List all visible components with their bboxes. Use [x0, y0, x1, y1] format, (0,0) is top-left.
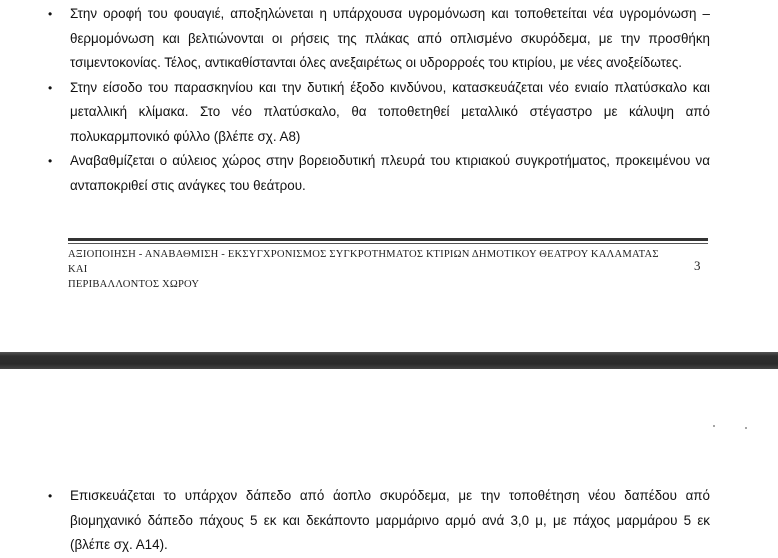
footer-line-1: ΑΞΙΟΠΟΙΗΣΗ - ΑΝΑΒΑΘΜΙΣΗ - ΕΚΣΥΓΧΡΟΝΙΣΜΟΣ ΣΥΓΚΡΟΤΗΜΑΤΟΣ ΚΤΙΡΙΩΝ ΔΗΜΟΤΙΚΟΥ ΘΕΑΤΡΟΥ ΚΑΛΑΜΑΤΑΣ ΚΑΙ [68, 249, 659, 275]
bullet-icon: • [48, 489, 53, 503]
page-number: 3 [694, 258, 701, 273]
document-page-bottom [0, 369, 778, 552]
bullet-icon: • [48, 154, 53, 168]
footer-rule-thin [68, 243, 708, 244]
list-item [48, 484, 710, 558]
list-item [48, 2, 710, 76]
scan-speck [745, 427, 747, 429]
footer-line-2: ΠΕΡΙΒΑΛΛΟΝΤΟΣ ΧΩΡΟΥ [68, 279, 200, 290]
bullet-list-bottom [48, 484, 710, 558]
footer-rule-thick [68, 238, 708, 241]
bullet-text: Αναβαθμίζεται ο αύλειος χώρος στην βορειοδυτική πλευρά του κτιριακού συγκροτήματος, προκειμένου να ανταποκριθεί στις ανάγκες του θεάτρου. [70, 153, 710, 193]
bullet-list-top [48, 2, 710, 198]
bullet-text: Στην είσοδο του παρασκηνίου και την δυτική έξοδο κινδύνου, κατασκευάζεται νέο ενιαίο πλατύσκαλο και μεταλλική κλίμακα. Στο νέο πλατύσκαλο, θα τοποθετηθεί μεταλλικό στέγαστρο με κάλυψη από πολυκαρμπονικό φύλλο (βλέπε σχ. Α8) [70, 79, 710, 144]
list-item [48, 76, 710, 150]
scan-speck [713, 425, 715, 427]
bullet-text: Επισκευάζεται το υπάρχον δάπεδο από άοπλο σκυρόδεμα, με την τοποθέτηση νέου δαπέδου από βιομηχανικό δάπεδο πάχους 5 εκ και δεκάποντο μαρμάρινο αρμό ανά 3,0 μ, με πάχος μαρμάρου 5 εκ (βλέπε σχ. Α14). [70, 488, 710, 552]
bullet-text: Στην οροφή του φουαγιέ, αποξηλώνεται η υπάρχουσα υγρομόνωση και τοποθετείται νέα υγρομόνωση – θερμομόνωση και βελτιώνονται οι ρήσεις της πλάκας από οπλισμένο σκυρόδεμα, με την προσθήκη τσιμεντοκονίας. Τέλος, αντικαθίστανται όλες ανεξαιρέτως οι υδρορροές του κτιρίου, με νέες ανοξείδωτες. [70, 6, 710, 70]
page-footer [68, 247, 678, 292]
bullet-icon: • [48, 7, 53, 21]
bullet-icon: • [48, 80, 53, 95]
list-item [48, 149, 710, 198]
page-separator [0, 352, 778, 369]
